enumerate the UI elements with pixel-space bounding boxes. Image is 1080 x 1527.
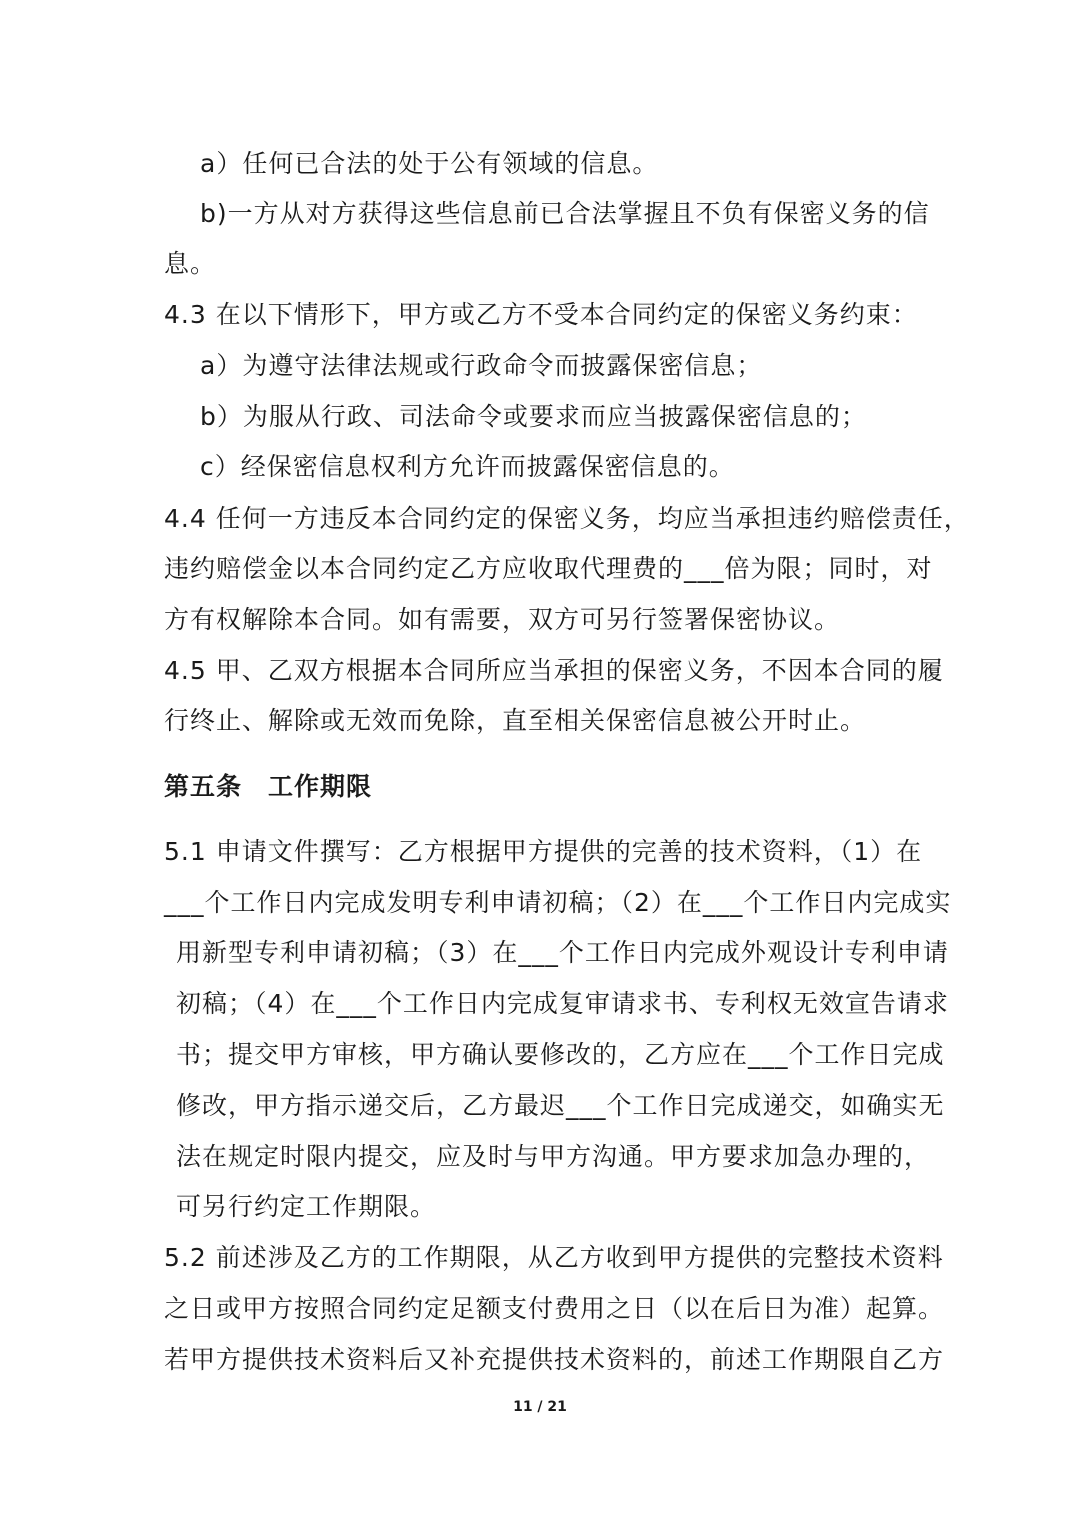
clause-5-2: 5.2 前述涉及乙方的工作期限，从乙方收到甲方提供的完整技术资料 [164,1243,944,1272]
clause-4-5-cont: 行终止、解除或无效而免除，直至相关保密信息被公开时止。 [164,706,867,735]
clause-4-3-item-c: c）经保密信息权利方允许而披露保密信息的。 [200,452,735,481]
clause-5-1-cont-5: 修改，甲方指示递交后，乙方最迟___个工作日完成递交，如确实无 [176,1091,945,1120]
clause-4-2-item-b: b)一方从对方获得这些信息前已合法掌握且不负有保密义务的信 [200,199,930,228]
clause-4-3: 4.3 在以下情形下，甲方或乙方不受本合同约定的保密义务约束： [164,300,918,329]
clause-5-1-cont-7: 可另行约定工作期限。 [176,1192,437,1221]
clause-4-3-item-b: b）为服从行政、司法命令或要求而应当披露保密信息的； [200,402,867,431]
clause-5-1: 5.1 申请文件撰写：乙方根据甲方提供的完善的技术资料，（1）在 [164,837,923,866]
clause-4-4: 4.4 任何一方违反本合同约定的保密义务，均应当承担违约赔偿责任， [164,504,970,533]
clause-5-1-cont-6: 法在规定时限内提交，应及时与甲方沟通。甲方要求加急办理的， [176,1142,931,1171]
clause-5-2-cont-2: 若甲方提供技术资料后又补充提供技术资料的，前述工作期限自乙方 [164,1345,945,1374]
clause-5-1-cont-3: 初稿；（4）在___个工作日内完成复审请求书、专利权无效宣告请求 [176,989,949,1018]
clause-5-1-cont-2: 用新型专利申请初稿；（3）在___个工作日内完成外观设计专利申请 [176,938,949,967]
clause-5-1-cont-4: 书；提交甲方审核，甲方确认要修改的，乙方应在___个工作日完成 [176,1040,945,1069]
clause-4-2-item-a: a）任何已合法的处于公有领域的信息。 [200,149,659,178]
page-number: 11 / 21 [513,1399,567,1415]
clause-4-2-item-b-cont: 息。 [164,249,217,278]
clause-4-4-cont-1: 违约赔偿金以本合同约定乙方应收取代理费的___倍为限；同时，对 [164,554,933,583]
clause-4-4-cont-2: 方有权解除本合同。如有需要，双方可另行签署保密协议。 [164,605,841,634]
clause-5-1-cont-1: ___个工作日内完成发明专利申请初稿；（2）在___个工作日内完成实 [164,888,952,917]
clause-4-5: 4.5 甲、乙双方根据本合同所应当承担的保密义务，不因本合同的履 [164,656,944,685]
clause-4-3-item-a: a）为遵守法律法规或行政命令而披露保密信息； [200,351,763,380]
clause-5-2-cont-1: 之日或甲方按照合同约定足额支付费用之日（以在后日为准）起算。 [164,1294,945,1323]
section-heading-article-5: 第五条 工作期限 [164,772,373,801]
